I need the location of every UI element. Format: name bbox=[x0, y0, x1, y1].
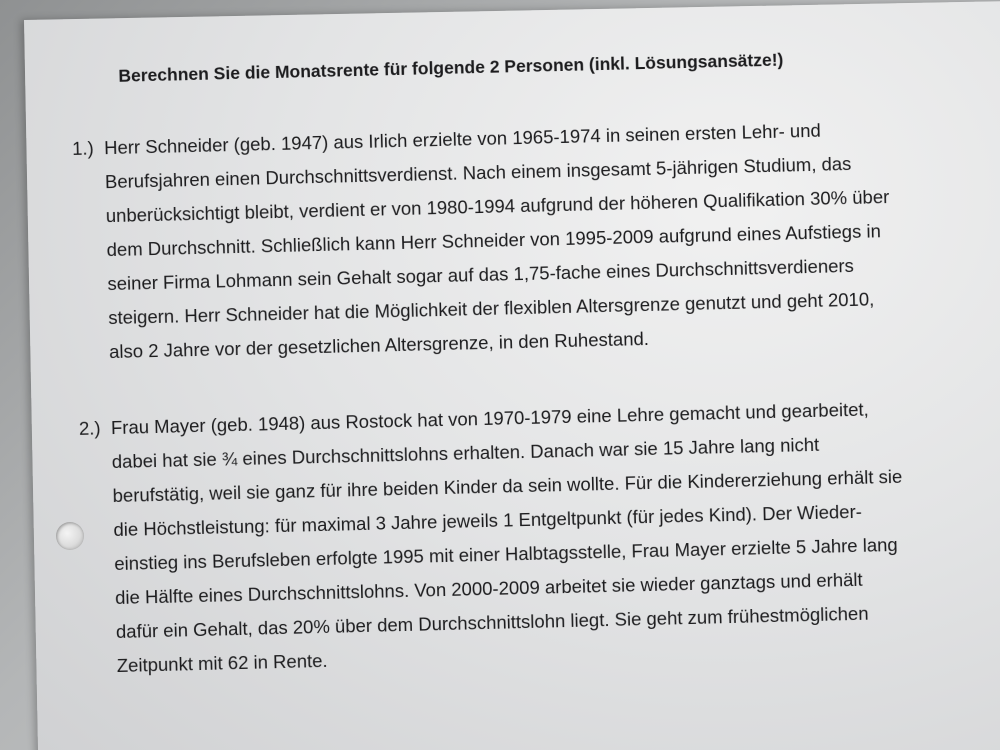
worksheet-text bbox=[70, 38, 986, 726]
task-line: die Höchstleistung: für maximal 3 Jahre jeweils 1 Entgeltpunkt (für jedes Kind). Der Wieder- bbox=[113, 500, 863, 541]
task-item-1 bbox=[72, 110, 978, 370]
task-line: Zeitpunkt mit 62 in Rente. bbox=[116, 649, 328, 677]
task-line: einstieg ins Berufsleben erfolgte 1995 mit einer Halbtagsstelle, Frau Mayer erzielte 5 Jahre lang bbox=[114, 533, 898, 575]
task-line: also 2 Jahre vor der gesetzlichen Altersgrenze, in den Ruhestand. bbox=[108, 327, 650, 363]
task-item-2 bbox=[79, 390, 985, 684]
task-line: die Hälfte eines Durchschnittslohns. Von 2000-2009 arbeitet sie wieder ganztags und erhält bbox=[114, 568, 863, 609]
task-line: seiner Firma Lohmann sein Gehalt sogar auf das 1,75-fache eines Durchschnittsverdieners bbox=[107, 254, 855, 295]
punch-hole bbox=[56, 522, 84, 550]
task-line: dafür ein Gehalt, das 20% über dem Durchschnittslohn liegt. Sie geht zum frühestmöglichen bbox=[115, 602, 869, 643]
task-number: 1.) bbox=[71, 137, 95, 159]
task-line: steigern. Herr Schneider hat die Möglichkeit der flexiblen Altersgrenze genutzt und geht 2010, bbox=[108, 288, 875, 329]
task-line: Herr Schneider (geb. 1947) aus Irlich erzielte von 1965-1974 in seinen ersten Lehr- und bbox=[103, 119, 821, 159]
task-line: berufstätig, weil sie ganz für ihre beiden Kinder da sein wollte. Für die Kindererziehung erhält sie bbox=[112, 465, 903, 507]
task-line: Berufsjahren einen Durchschnittsverdienst. Nach einem insgesamt 5-jährigen Studium, das bbox=[104, 152, 852, 193]
task-line: unberücksichtigt bleibt, verdient er von 1980-1994 aufgrund der höheren Qualifikation 30% über bbox=[105, 186, 890, 227]
task-line: dem Durchschnitt. Schließlich kann Herr Schneider von 1995-2009 aufgrund eines Aufstiegs in bbox=[106, 220, 882, 261]
task-line: Frau Mayer (geb. 1948) aus Rostock hat von 1970-1979 eine Lehre gemacht und gearbeitet, bbox=[110, 398, 869, 439]
task-number: 2.) bbox=[78, 417, 101, 439]
worksheet-title: Berechnen Sie die Monatsrente für folgende 2 Personen (inkl. Lösungsansätze!) bbox=[118, 49, 784, 86]
task-line: dabei hat sie ¾ eines Durchschnittslohns erhalten. Danach war sie 15 Jahre lang nicht bbox=[111, 433, 820, 473]
